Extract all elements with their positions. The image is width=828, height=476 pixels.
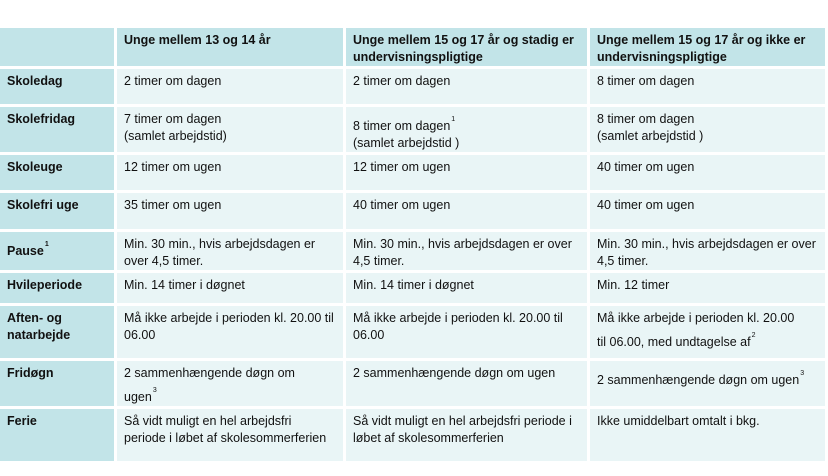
footnote-marker: 3 [800, 370, 805, 377]
cell-text: til 06.00, med undtagelse af [597, 335, 751, 349]
table-cell: Så vidt muligt en hel arbejdsfri periode i løbet af skolesommerferien [117, 409, 346, 464]
table-row [0, 306, 828, 361]
table-cell: Min. 12 timer [590, 273, 828, 306]
row-label: Skoleuge [0, 155, 117, 193]
cell-line [353, 111, 580, 135]
table-row [0, 232, 828, 273]
table-cell: Min. 30 min., hvis arbejdsdagen er over 4,5 timer. [346, 232, 590, 273]
table-cell [346, 107, 590, 155]
row-label: Ferie [0, 409, 117, 464]
table-cell: Så vidt muligt en hel arbejdsfri periode i løbet af skolesommerferien [346, 409, 590, 464]
table-cell: 40 timer om ugen [590, 193, 828, 232]
row-label: Hvileperiode [0, 273, 117, 306]
table-cell: 35 timer om ugen [117, 193, 346, 232]
table-cell [590, 107, 828, 155]
table-cell: 12 timer om ugen [117, 155, 346, 193]
table-row [0, 69, 828, 107]
table-cell [117, 107, 346, 155]
footnote-marker: 2 [751, 332, 756, 339]
table-cell [117, 361, 346, 409]
cell-line [124, 382, 336, 406]
table-cell: 40 timer om ugen [346, 193, 590, 232]
header-row [0, 28, 828, 69]
table-cell: 40 timer om ugen [590, 155, 828, 193]
cell-line: 7 timer om dagen [124, 112, 222, 126]
header-age-15-17-school: Unge mellem 15 og 17 år og stadig er undervisningspligtige [346, 28, 590, 69]
cell-line: (samlet arbejdstid) [124, 129, 227, 143]
row-label: Skoledag [0, 69, 117, 107]
table-cell: Min. 14 timer i døgnet [117, 273, 346, 306]
table-cell: Ikke umiddelbart omtalt i bkg. [590, 409, 828, 464]
row-label: Skolefri uge [0, 193, 117, 232]
footnote-marker: 3 [152, 387, 157, 394]
table-row [0, 155, 828, 193]
table-cell: 2 timer om dagen [117, 69, 346, 107]
footnote-marker: 1 [44, 241, 49, 248]
row-label: Fridøgn [0, 361, 117, 409]
row-label [0, 232, 117, 273]
cell-line: 2 sammenhængende døgn om [124, 366, 295, 380]
header-age-15-17-no-school: Unge mellem 15 og 17 år og ikke er undervisningspligtige [590, 28, 828, 69]
row-label-line: natarbejde [7, 328, 71, 342]
header-age-13-14: Unge mellem 13 og 14 år [117, 28, 346, 69]
youth-work-hours-table [0, 28, 828, 464]
table-row [0, 409, 828, 464]
cell-text: ugen [124, 390, 152, 404]
table-cell [590, 361, 828, 409]
cell-line: 8 timer om dagen [597, 112, 695, 126]
table-cell: 12 timer om ugen [346, 155, 590, 193]
row-label-text: Pause [7, 244, 44, 258]
cell-line: (samlet arbejdstid ) [597, 129, 704, 143]
table-cell: Må ikke arbejde i perioden kl. 20.00 til 06.00 [117, 306, 346, 361]
table-cell: Min. 30 min., hvis arbejdsdagen er over 4,5 timer. [590, 232, 828, 273]
table-cell: 2 sammenhængende døgn om ugen [346, 361, 590, 409]
cell-text: 2 sammenhængende døgn om ugen [597, 373, 800, 387]
table-row [0, 107, 828, 155]
table-row [0, 361, 828, 409]
table-row [0, 273, 828, 306]
table-row [0, 193, 828, 232]
row-label: Skolefridag [0, 107, 117, 155]
cell-line: Må ikke arbejde i perioden kl. 20.00 [597, 311, 795, 325]
cell-text: 8 timer om dagen [353, 119, 451, 133]
row-label [0, 306, 117, 361]
table-cell [590, 306, 828, 361]
row-label-line: Aften- og [7, 311, 62, 325]
table-cell: 8 timer om dagen [590, 69, 828, 107]
table-cell: Min. 30 min., hvis arbejdsdagen er over 4,5 timer. [117, 232, 346, 273]
header-empty-cell [0, 28, 117, 69]
cell-line [597, 327, 818, 351]
table-cell: Min. 14 timer i døgnet [346, 273, 590, 306]
cell-line: (samlet arbejdstid ) [353, 136, 460, 150]
table-cell: 2 timer om dagen [346, 69, 590, 107]
footnote-marker: 1 [451, 116, 456, 123]
table-cell: Må ikke arbejde i perioden kl. 20.00 til 06.00 [346, 306, 590, 361]
